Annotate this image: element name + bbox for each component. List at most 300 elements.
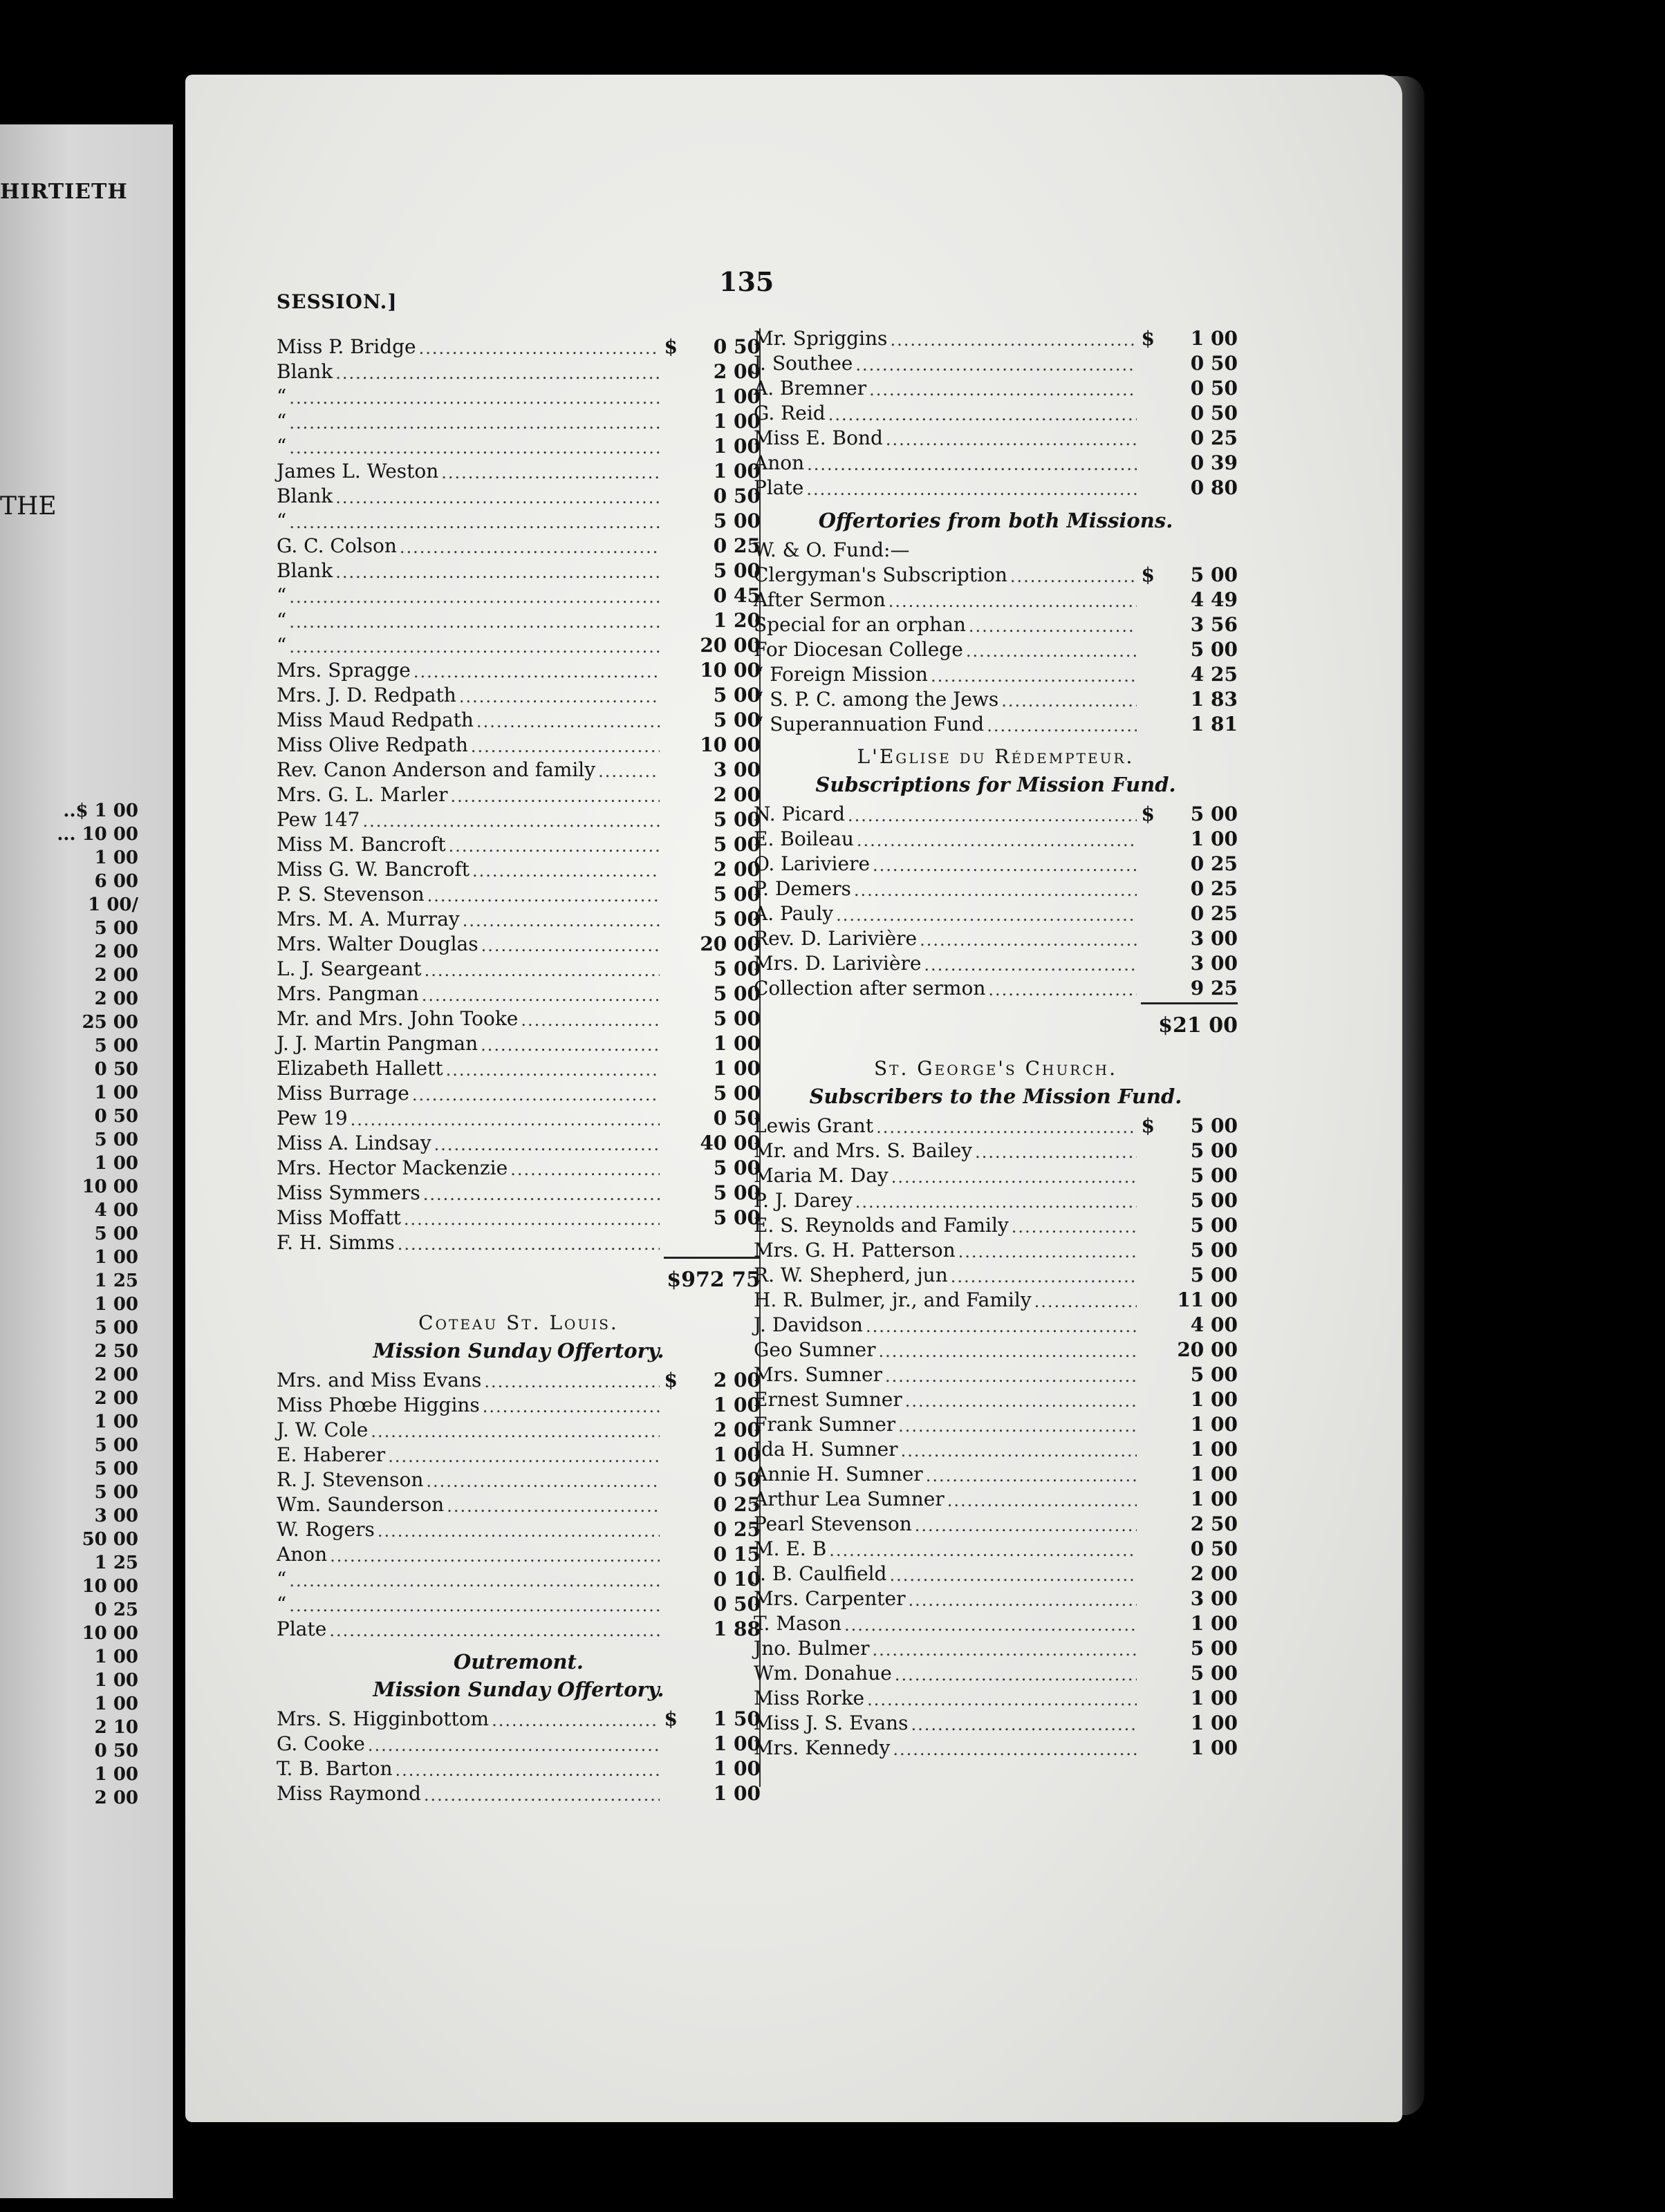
subscriber-row (754, 350, 1238, 375)
section-subtitle-st-george: Subscribers to the Mission Fund. (809, 1085, 1182, 1108)
facing-page-amount: 5 00 (94, 1482, 138, 1503)
subscriber-row (277, 1566, 761, 1591)
leader-dots (911, 1715, 1137, 1734)
subscriber-row (277, 1541, 761, 1566)
entry-amount: 5 00 (1190, 1662, 1238, 1685)
entry-amount: 5 00 (1190, 1363, 1238, 1386)
subscriber-row (754, 636, 1238, 661)
section-title-coteau: Coteau St. Louis. (418, 1311, 619, 1334)
facing-page-amount: 2 00 (94, 1388, 138, 1409)
entry-amount: 20 00 (700, 932, 761, 955)
leader-dots (289, 413, 660, 433)
subscriber-row (754, 375, 1238, 400)
leader-dots (891, 1168, 1137, 1187)
leader-dots (378, 1521, 660, 1541)
currency-mark: $ (1141, 1114, 1155, 1137)
entry-amount: 1 00 (713, 1057, 761, 1080)
subscriber-row (277, 358, 761, 383)
entry-amount: 9 25 (1190, 977, 1238, 1000)
leader-dots (510, 1160, 660, 1179)
entry-name: M. E. B (754, 1537, 827, 1560)
total-row (277, 1262, 761, 1292)
entry-amount: 5 00 (713, 709, 761, 731)
leader-dots (459, 687, 660, 706)
leader-dots (424, 1785, 660, 1805)
leader-dots (895, 1665, 1137, 1685)
entry-name: Miss Olive Redpath (277, 733, 468, 756)
entry-name: P. J. Darey (754, 1189, 853, 1212)
entry-amount: 5 00 (713, 833, 761, 856)
facing-page-amount: 5 00 (94, 1130, 138, 1150)
entry-name: Annie H. Sumner (754, 1463, 923, 1485)
running-header: SESSION.] (277, 290, 398, 313)
section-title-outremont: Outremont. (453, 1650, 584, 1674)
entry-name: Ida H. Sumner (754, 1438, 898, 1461)
facing-page-amount: 1 00 (94, 1412, 138, 1432)
entry-name: N. Picard (754, 803, 845, 825)
subscriber-row (277, 756, 761, 781)
leader-dots (829, 1541, 1137, 1560)
entry-name: Clergyman's Subscription (754, 563, 1007, 586)
entry-amount: 5 00 (713, 982, 761, 1005)
entry-name: Mrs. G. H. Patterson (754, 1239, 956, 1262)
leader-dots (947, 1491, 1137, 1510)
right-column (754, 325, 1238, 1759)
total-rule (1141, 1002, 1238, 1004)
facing-page-amount: 5 00 (94, 1035, 138, 1056)
facing-page-amount: 0 50 (94, 1741, 138, 1761)
entry-amount: 1 00 (713, 385, 761, 408)
leader-dots (471, 737, 660, 756)
leader-dots (483, 1397, 660, 1416)
leader-dots (446, 1060, 660, 1080)
entry-amount: 1 00 (1190, 1612, 1238, 1635)
entry-name: Miss Burrage (277, 1082, 409, 1105)
entry-name: W. Rogers (277, 1518, 375, 1541)
subscriber-row (754, 900, 1238, 925)
subscriber-row (754, 686, 1238, 711)
entry-amount: 5 00 (1190, 1189, 1238, 1212)
leader-dots (1012, 1217, 1137, 1237)
leader-dots (472, 861, 660, 881)
section-title-redempteur: L'Eglise du Rédempteur. (857, 745, 1135, 768)
facing-page-amount: ..$ 1 00 (63, 800, 138, 821)
subscriber-row (754, 1187, 1238, 1212)
entry-name: Ernest Sumner (754, 1388, 902, 1411)
entry-name: “ (277, 584, 287, 607)
subscriber-row (754, 400, 1238, 424)
entry-name: Mr. Spriggins (754, 327, 888, 350)
subscriber-row (754, 1361, 1238, 1386)
facing-page-amount: 10 00 (82, 1623, 138, 1644)
leader-dots (857, 831, 1137, 850)
facing-page-amount: 2 00 (94, 1788, 138, 1808)
subscriber-row (754, 1262, 1238, 1286)
entry-name: “ (277, 509, 287, 532)
subscriber-row (277, 1705, 761, 1730)
leader-dots (396, 1761, 660, 1780)
subscriber-row (754, 1436, 1238, 1461)
currency-mark: $ (1141, 803, 1155, 825)
entry-name: “ (277, 435, 287, 458)
entry-name: R. W. Shepherd, jun (754, 1264, 948, 1286)
subscriber-row (277, 482, 761, 507)
entry-name: “ (277, 609, 287, 632)
entry-name: Blank (277, 360, 333, 383)
leader-dots (423, 1185, 660, 1204)
subscriber-row (754, 1162, 1238, 1187)
leader-dots (335, 364, 660, 383)
leader-dots (828, 405, 1137, 424)
facing-page-amount: 2 00 (94, 988, 138, 1009)
entry-amount: 2 00 (713, 1418, 761, 1441)
entry-amount: 0 10 (713, 1568, 761, 1591)
subscriber-row (277, 1204, 761, 1229)
subscriber-row (754, 950, 1238, 975)
left-column (277, 333, 761, 1805)
leader-dots (886, 430, 1137, 449)
entry-name: G. Cooke (277, 1732, 365, 1755)
entry-name: Mrs. Hector Mackenzie (277, 1156, 508, 1179)
leader-dots (893, 1740, 1137, 1759)
entry-amount: 0 45 (713, 584, 761, 607)
leader-dots (969, 617, 1137, 636)
entry-amount: 1 00 (1190, 1687, 1238, 1709)
entry-name: Mrs. and Miss Evans (277, 1369, 482, 1391)
leader-dots (878, 1342, 1137, 1361)
subscriber-row (754, 424, 1238, 449)
entry-amount: 0 25 (713, 534, 761, 557)
leader-dots (951, 1267, 1137, 1286)
entry-amount: 0 50 (1190, 352, 1238, 375)
entry-name: For Diocesan College (754, 638, 963, 661)
entry-amount: 5 00 (713, 1156, 761, 1179)
top-list (754, 325, 1238, 499)
facing-page-amount: 2 00 (94, 965, 138, 986)
entry-name: Miss G. W. Bancroft (277, 858, 469, 881)
entry-name: Plate (277, 1618, 327, 1640)
section-subtitle-offertories: Offertories from both Missions. (818, 509, 1173, 532)
subscriber-row (277, 1441, 761, 1466)
entry-amount: 5 00 (713, 883, 761, 906)
entry-amount: 0 50 (713, 1593, 761, 1615)
leader-dots (330, 1546, 660, 1566)
leader-dots (1001, 691, 1137, 711)
entry-amount: 3 00 (713, 758, 761, 781)
entry-amount: 2 00 (713, 858, 761, 881)
subscriber-row (754, 1734, 1238, 1759)
entry-amount: 0 50 (713, 1107, 761, 1130)
subscriber-row (754, 825, 1238, 850)
entry-amount: 1 50 (713, 1707, 761, 1730)
leader-dots (289, 438, 660, 458)
subscriber-row (277, 1080, 761, 1105)
leader-dots (966, 641, 1137, 661)
entry-name: Plate (754, 476, 804, 499)
subscriber-row (754, 1660, 1238, 1685)
subscriber-row (277, 955, 761, 980)
entry-amount: 0 39 (1190, 451, 1238, 474)
entry-name: T. B. Barton (277, 1757, 393, 1780)
entry-amount: 2 00 (713, 1369, 761, 1391)
leader-dots (351, 1110, 660, 1130)
leader-dots (289, 513, 660, 532)
leader-dots (855, 1192, 1137, 1212)
entry-name: J. Davidson (754, 1313, 863, 1336)
leader-dots (905, 1391, 1137, 1411)
facing-page-amount: 5 00 (94, 1318, 138, 1338)
entry-amount: 10 00 (700, 733, 761, 756)
leader-dots (920, 930, 1137, 950)
redempteur-list (754, 800, 1238, 1000)
entry-name: Rev. Canon Anderson and family (277, 758, 596, 781)
subscriber-row (754, 1510, 1238, 1535)
subscriber-row (277, 532, 761, 557)
entry-amount: 4 25 (1190, 663, 1238, 686)
entry-name: Blank (277, 559, 333, 582)
entry-amount: 0 80 (1190, 476, 1238, 499)
entry-name: P. S. Stevenson (277, 883, 425, 906)
leader-dots (388, 1447, 660, 1466)
entry-amount: 5 00 (1190, 1239, 1238, 1262)
subscriber-row (277, 731, 761, 756)
total-rule (664, 1257, 761, 1259)
entry-amount: 0 25 (1190, 902, 1238, 925)
subscriber-row (754, 975, 1238, 1000)
entry-name: After Sermon (754, 588, 886, 611)
leader-dots (869, 380, 1137, 400)
facing-page-amount: 3 00 (94, 1506, 138, 1526)
subscriber-row (754, 875, 1238, 900)
facing-page-amount: 6 00 (94, 871, 138, 892)
leader-dots (425, 961, 660, 980)
subscriber-row (277, 781, 761, 806)
leader-dots (836, 906, 1137, 925)
entry-name: Miss Maud Redpath (277, 709, 474, 731)
entry-amount: 1 00 (1190, 1413, 1238, 1436)
subscriber-row (754, 850, 1238, 875)
facing-page-amount: 5 00 (94, 1224, 138, 1244)
subscriber-row (754, 1709, 1238, 1734)
leader-dots (873, 1640, 1137, 1660)
facing-page-amount: 10 00 (82, 1177, 138, 1197)
subscriber-row (277, 1055, 761, 1080)
entry-name: Miss P. Bridge (277, 335, 416, 358)
entry-name: Mrs. Walter Douglas (277, 932, 478, 955)
facing-page-amount: 1 00 (94, 1764, 138, 1785)
coteau-list (277, 1367, 761, 1640)
facing-page-header: HIRTIETH (0, 180, 128, 204)
entry-name: Miss J. S. Evans (754, 1712, 909, 1734)
leader-dots (329, 1621, 660, 1640)
leader-dots (492, 1711, 660, 1730)
entry-name: Mrs. Carpenter (754, 1587, 906, 1610)
subscriber-row (277, 831, 761, 856)
leader-dots (426, 1472, 660, 1491)
subscriber-row (277, 682, 761, 706)
leader-dots (987, 716, 1137, 735)
entry-amount: 5 00 (713, 684, 761, 706)
leader-dots (398, 1235, 660, 1254)
entry-amount: 1 00 (713, 1394, 761, 1416)
subscriber-row (277, 433, 761, 458)
section-subtitle-coteau: Mission Sunday Offertory. (373, 1339, 664, 1362)
leader-dots (890, 330, 1137, 350)
subscriber-row (277, 383, 761, 408)
subscriber-row (277, 1491, 761, 1516)
facing-page-the: THE (0, 492, 57, 521)
facing-page-amount: 1 25 (94, 1271, 138, 1291)
entry-amount: 5 00 (1190, 1114, 1238, 1137)
facing-page-amount: 1 00 (94, 847, 138, 868)
subscriber-row (277, 1229, 761, 1254)
facing-page-amount: 0 25 (94, 1600, 138, 1620)
subscriber-row (754, 1635, 1238, 1660)
entry-name: Rev. D. Larivière (754, 927, 918, 950)
facing-page-amount: 1 25 (94, 1553, 138, 1573)
entry-name: Mrs. D. Larivière (754, 952, 922, 975)
outremont-list (277, 1705, 761, 1805)
entry-amount: 5 00 (713, 957, 761, 980)
entry-name: “ S. P. C. among the Jews (754, 688, 999, 711)
currency-mark: $ (1141, 563, 1155, 586)
subscriber-row (754, 586, 1238, 611)
subscriber-row (277, 1591, 761, 1615)
leader-dots (481, 936, 660, 955)
subscriber-row (277, 1130, 761, 1154)
entry-amount: 1 00 (1190, 1488, 1238, 1510)
facing-page-amount: 2 00 (94, 1365, 138, 1385)
subscriber-row (277, 1105, 761, 1130)
entry-amount: 5 00 (1190, 1139, 1238, 1162)
entry-amount: 5 00 (1190, 1264, 1238, 1286)
leader-dots (931, 666, 1137, 686)
subscriber-row (277, 1755, 761, 1780)
entry-amount: 1 00 (1190, 1438, 1238, 1461)
entry-amount: 1 00 (1190, 1388, 1238, 1411)
facing-page-amount: 4 00 (94, 1200, 138, 1221)
entry-amount: 5 00 (1190, 1164, 1238, 1187)
section-title-st-george: St. George's Church. (873, 1057, 1118, 1080)
leader-dots (848, 806, 1137, 825)
leader-dots (854, 881, 1137, 900)
entry-amount: 1 00 (713, 1443, 761, 1466)
leader-dots (450, 787, 660, 806)
entry-name: Frank Sumner (754, 1413, 896, 1436)
entry-name: “ (277, 410, 287, 433)
entry-amount: 3 56 (1190, 613, 1238, 636)
leader-dots (885, 1367, 1137, 1386)
entry-name: G. C. Colson (277, 534, 397, 557)
subscriber-row (277, 706, 761, 731)
entry-name: Lewis Grant (754, 1114, 874, 1137)
subscriber-row (277, 1416, 761, 1441)
leader-dots (335, 488, 660, 507)
subscriber-row (754, 661, 1238, 686)
entry-name: R. J. Stevenson (277, 1468, 424, 1491)
subscriber-row (754, 1112, 1238, 1137)
subscriber-row (754, 1286, 1238, 1311)
entry-amount: 11 00 (1177, 1288, 1238, 1311)
currency-mark: $ (664, 1707, 678, 1730)
entry-amount: 0 25 (713, 1493, 761, 1516)
subscriber-row (754, 1560, 1238, 1585)
subscriber-row (754, 800, 1238, 825)
entry-name: F. H. Simms (277, 1231, 395, 1254)
entry-name: James L. Weston (277, 460, 439, 482)
entry-amount: 1 00 (1190, 327, 1238, 350)
entry-amount: 2 00 (713, 783, 761, 806)
entry-amount: 20 00 (1177, 1338, 1238, 1361)
subscriber-row (754, 1461, 1238, 1485)
leader-dots (901, 1441, 1137, 1461)
leader-dots (404, 1210, 660, 1229)
subscriber-row (277, 906, 761, 930)
facing-page-amount: 1 00 (94, 1294, 138, 1315)
entry-amount: 3 00 (1190, 1587, 1238, 1610)
entry-amount: 1 00 (713, 410, 761, 433)
facing-page-amount: 50 00 (82, 1529, 138, 1550)
leader-dots (898, 1416, 1137, 1436)
entry-amount: 5 00 (1190, 1214, 1238, 1237)
leader-dots (924, 955, 1137, 975)
entry-name: O. Lariviere (754, 852, 871, 875)
entry-name: G. Reid (754, 402, 826, 424)
subscriber-row (277, 881, 761, 906)
entry-amount: 1 00 (713, 1757, 761, 1780)
subscriber-row (277, 333, 761, 358)
leader-dots (866, 1317, 1137, 1336)
entry-amount: 1 00 (1190, 1463, 1238, 1485)
entry-name: Miss Rorke (754, 1687, 865, 1709)
facing-page-amount: 5 00 (94, 918, 138, 939)
leader-dots (289, 1571, 660, 1591)
leader-dots (975, 1143, 1137, 1162)
entry-amount: 1 00 (1190, 1712, 1238, 1734)
entry-name: Special for an orphan (754, 613, 966, 636)
subscriber-row (754, 474, 1238, 499)
leader-dots (807, 455, 1137, 474)
subscriber-row (277, 582, 761, 607)
subscriber-row (277, 1391, 761, 1416)
subscriber-row (754, 1311, 1238, 1336)
entry-amount: 0 25 (713, 1518, 761, 1541)
subscriber-row (754, 1535, 1238, 1560)
leader-dots (1010, 567, 1137, 586)
entry-name: Miss E. Bond (754, 427, 883, 449)
leader-dots (926, 1466, 1137, 1485)
entry-name: Pew 19 (277, 1107, 348, 1130)
entry-amount: 2 50 (1190, 1512, 1238, 1535)
leader-dots (447, 1497, 660, 1516)
offertories-list (754, 561, 1238, 735)
entry-amount: 5 00 (713, 509, 761, 532)
entry-amount: 5 00 (1190, 563, 1238, 586)
leader-dots (876, 1118, 1137, 1137)
entry-amount: 1 00 (1190, 1736, 1238, 1759)
leader-dots (908, 1591, 1137, 1610)
leader-dots (598, 762, 660, 781)
subscriber-row (754, 925, 1238, 950)
entry-name: Pearl Stevenson (754, 1512, 912, 1535)
facing-page-amount: 0 50 (94, 1059, 138, 1080)
subscriber-row (754, 1610, 1238, 1635)
entry-name: Wm. Saunderson (277, 1493, 445, 1516)
facing-page-amount: 1 00 (94, 1647, 138, 1667)
entry-amount: 40 00 (700, 1132, 761, 1154)
entry-amount: 1 88 (713, 1618, 761, 1640)
st-george-list (754, 1112, 1238, 1759)
